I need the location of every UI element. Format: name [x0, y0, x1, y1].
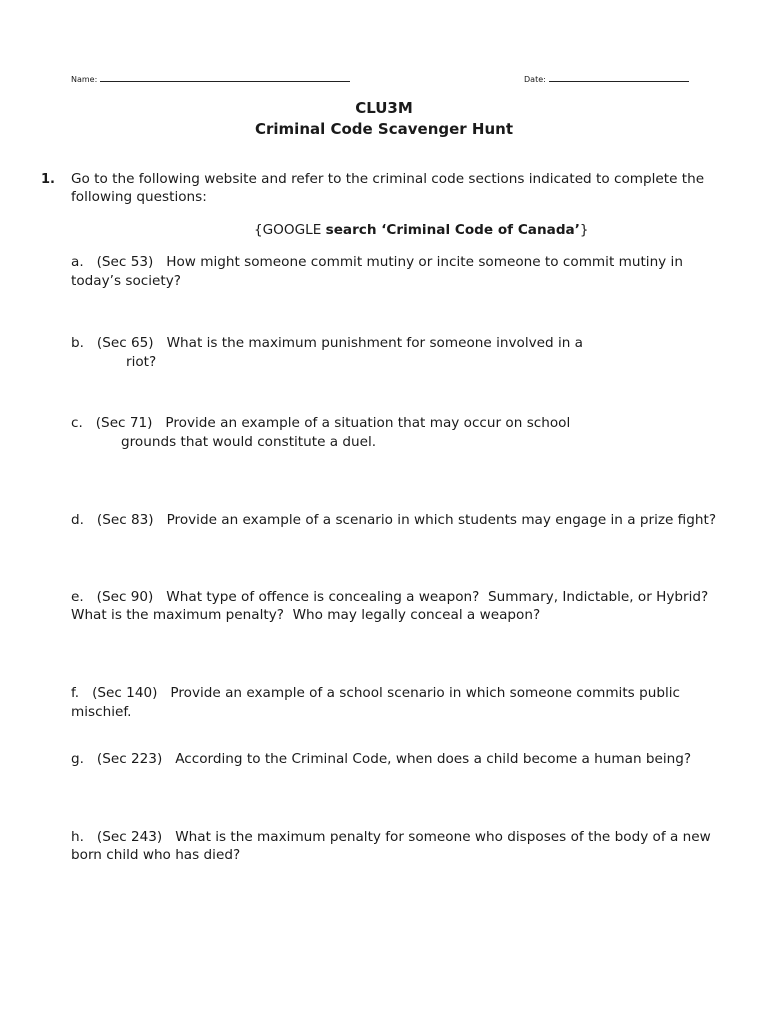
item-c-line-2: grounds that would constitute a duel.	[121, 434, 377, 450]
name-field	[71, 73, 350, 85]
item-h-line-1: h. (Sec 243) What is the maximum penalty for someone who disposes of the body of a new	[71, 829, 711, 845]
date-field	[524, 73, 689, 85]
item-b-line-2: riot?	[126, 354, 157, 370]
date-label: Date:	[524, 75, 546, 84]
name-blank-line[interactable]	[100, 73, 350, 82]
item-f-line-2: mischief.	[71, 704, 132, 720]
item-h-line-2: born child who has died?	[71, 847, 241, 863]
name-label: Name:	[71, 75, 98, 84]
item-f-line-1: f. (Sec 140) Provide an example of a school scenario in which someone commits public	[71, 685, 680, 701]
item-g-line-1: g. (Sec 223) According to the Criminal Code, when does a child become a human being?	[71, 751, 692, 767]
search-suffix: }	[579, 222, 589, 238]
item-a-line-2: today’s society?	[71, 273, 181, 289]
item-e-line-1: e. (Sec 90) What type of offence is concealing a weapon? Summary, Indictable, or Hybrid?	[71, 589, 709, 605]
worksheet-title: Criminal Code Scavenger Hunt	[255, 120, 513, 138]
question-number: 1.	[41, 172, 55, 187]
item-b-line-1: b. (Sec 65) What is the maximum punishment for someone involved in a	[71, 335, 584, 351]
search-prefix: {GOOGLE	[254, 222, 326, 238]
item-d-line-1: d. (Sec 83) Provide an example of a scenario in which students may engage in a prize fight?	[71, 512, 717, 528]
search-instruction	[254, 221, 589, 240]
item-e-line-2: What is the maximum penalty? Who may legally conceal a weapon?	[71, 607, 541, 623]
search-query: search ‘Criminal Code of Canada’	[325, 222, 580, 238]
course-code: CLU3M	[355, 99, 413, 117]
date-blank-line[interactable]	[549, 73, 689, 82]
item-c-line-1: c. (Sec 71) Provide an example of a situation that may occur on school	[71, 415, 571, 431]
question-intro-line-1: Go to the following website and refer to the criminal code sections indicated to complete the	[71, 171, 705, 187]
item-a-line-1: a. (Sec 53) How might someone commit mutiny or incite someone to commit mutiny in	[71, 254, 683, 270]
question-intro-line-2: following questions:	[71, 189, 207, 205]
